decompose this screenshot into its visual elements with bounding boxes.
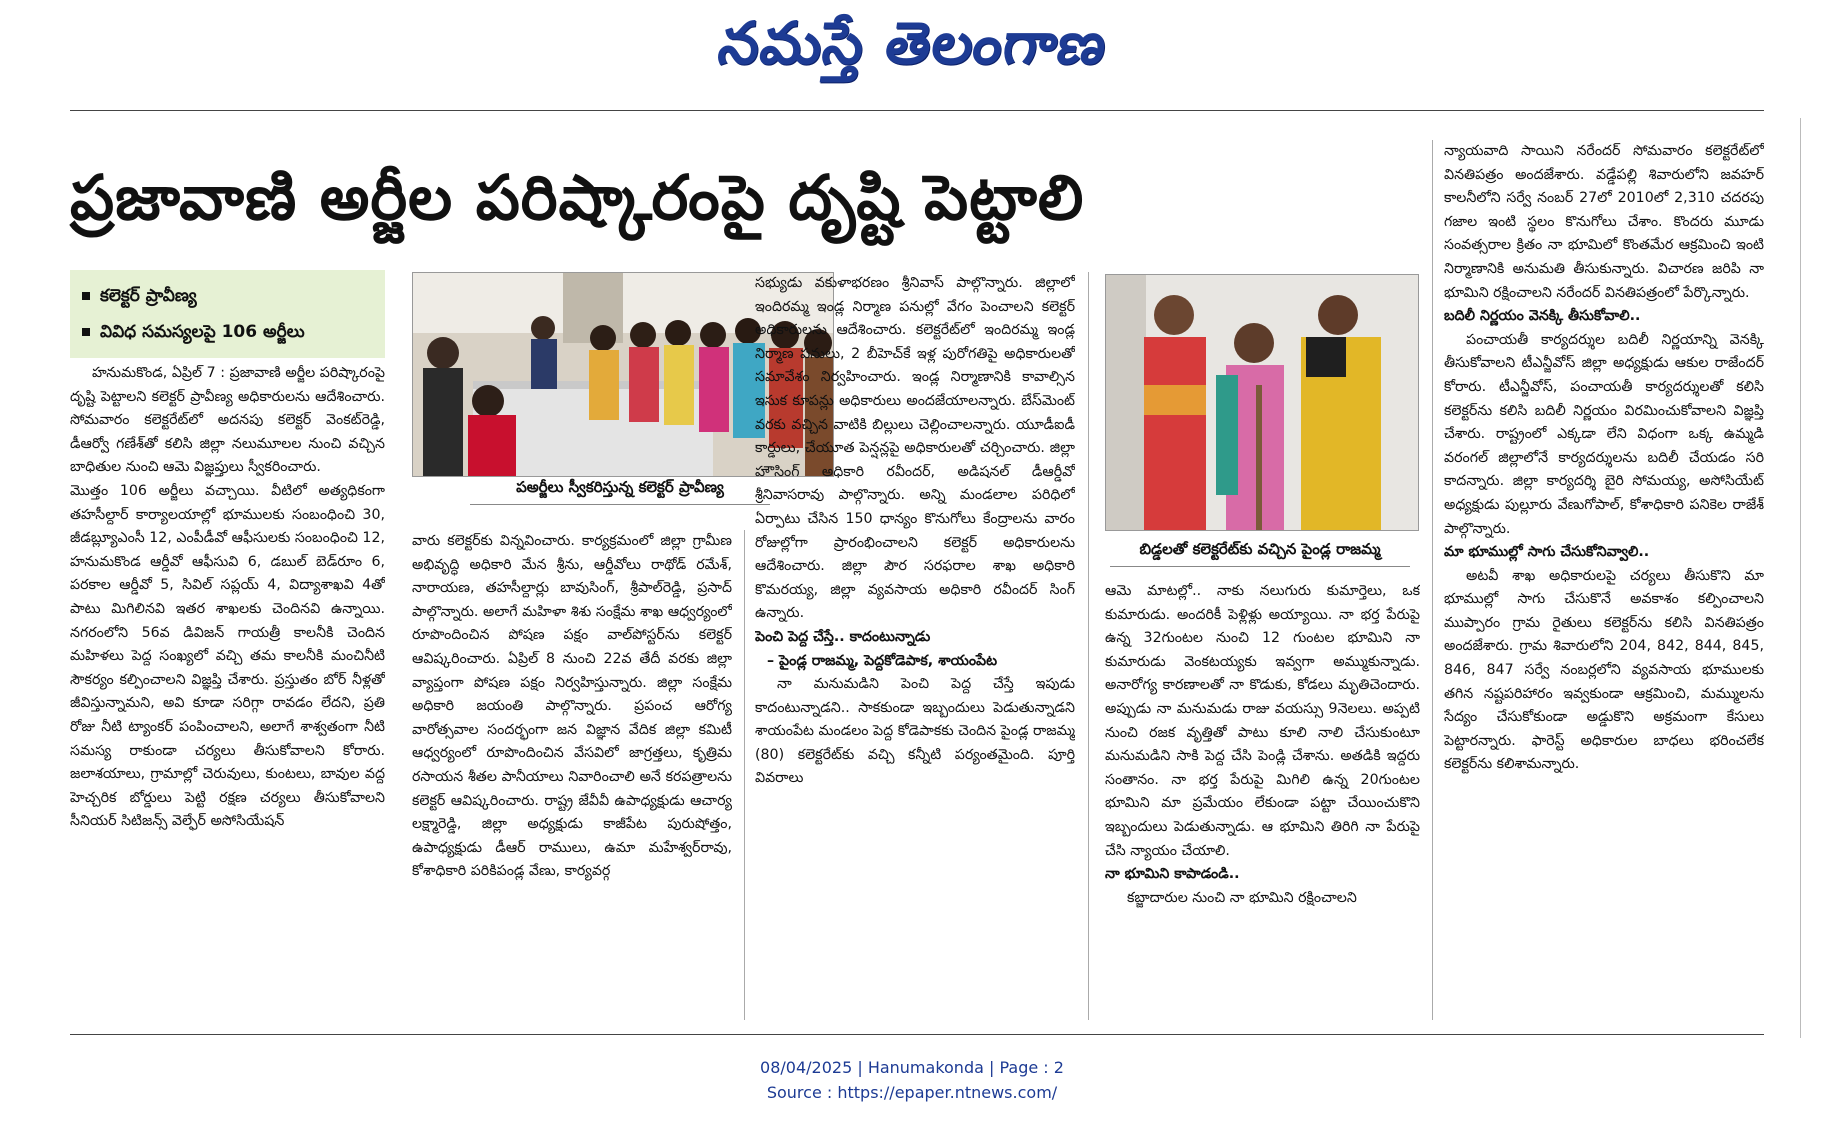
highlight-item bbox=[82, 314, 373, 350]
footer-divider bbox=[70, 1034, 1764, 1035]
paragraph: మొత్తం 106 అర్జీలు వచ్చాయి. వీటిలో అత్యధికంగా తహసీల్దార్ కార్యాలయాల్లో భూములకు సంబంధించి 30, జీడబ్ల్యూఎంసీ 12, ఎంపీడీవో ఆఫీసులకు సంబంధించి 12, హనుమకొండ ఆర్డీవో ఆఫీసువి 6, డబుల్ బెడ్‌రూం 6, పరకాల ఆర్డీవో 5, సివిల్ సప్లయ్ 4, విద్యాశాఖవి 4తో పాటు మిగిలినవి ఇతర శాఖలకు చెందినవి ఉన్నాయి. నగరంలోని 56వ డివిజన్ గాయత్రీ కాలనీకి చెందిన మహిళలు పెద్ద సంఖ్యలో వచ్చి తమ కాలనీకి మంచినీటి సౌకర్యం కల్పించాలని విజ్ఞప్తి చేశారు. ప్రస్తుతం బోర్ నీళ్లతో జీవిస్తున్నామని, అవి కూడా సరిగ్గా రావడం లేదని, ప్రతి రోజు నీటి ట్యాంకర్ పంపించాలని, అలాగే శాశ్వతంగా నీటి సమస్య రాకుండా చర్యలు తీసుకోవాలని కోరారు. జలాశయాలు, గ్రామాల్లో చెరువులు, కుంటలు, బావుల వద్ద హెచ్చరిక బోర్డులు పెట్టి రక్షణ చర్యలు తీసుకోవాలని సీనియర్ సిటిజన్స్ వెల్ఫేర్ అసోసియేషన్ bbox=[70, 482, 385, 830]
article-column-5 bbox=[1444, 140, 1764, 1027]
paragraph: పంచాయతీ కార్యదర్శుల బదిలీ నిర్ణయాన్ని వెనక్కి తీసుకోవాలని టీఎన్జీవోస్ జిల్లా అధ్యక్షుడు ఆకుల రాజేందర్ కోరారు. టీఎన్జీవోస్, పంచాయతీ కార్యదర్శులతో కలిసి కలెక్టర్‌ను కలిసి బదిలీ నిర్ణయం విరమించుకోవాలని విజ్ఞప్తి చేశారు. రాష్ట్రంలో ఎక్కడా లేని విధంగా ఒక్క ఉమ్మడి వరంగల్ జిల్లాలోనే కార్యదర్శులను బదిలీ చేయడం సరి కాదన్నారు. జిల్లా కార్యదర్శి బైరి సోమయ్య, అసోసియేట్ అధ్యక్షుడు పుల్లూరు వేణుగోపాల్, కోశాధికారి పనికెల రాజేశ్ పాల్గొన్నారు. bbox=[1444, 331, 1764, 537]
paragraph: సభ్యుడు వకుళాభరణం శ్రీనివాస్ పాల్గొన్నారు. జిల్లాలో ఇందిరమ్మ ఇండ్ల నిర్మాణ పనుల్లో వేగం పెంచాలని కలెక్టర్ అధికారులను ఆదేశించారు. కలెక్టరేట్‌లో ఇందిరమ్మ ఇండ్ల నిర్మాణ పనులు, 2 బీహెచ్‌కే ఇళ్ల పురోగతిపై అధికారులతో సమావేశం నిర్వహించారు. ఇండ్ల నిర్మాణానికి కావాల్సిన ఇసుక కూపన్లు అధికారులు అందజేయాలన్నారు. బేస్‌మెంట్ వరకు వచ్చిన వాటికి బిల్లులు చెల్లించాలన్నారు. యూడీఐడీ కార్డులు, చేయూత పెన్షన్లపై అధికారులతో చర్చించారు. జిల్లా హౌసింగ్ అధికారి రవీందర్, అడిషనల్ డీఆర్డీవో శ్రీనివాసరావు పాల్గొన్నారు. అన్ని మండలాల పరిధిలో ఏర్పాటు చేసిన 150 ధాన్యం కొనుగోలు కేంద్రాలను వారం రోజుల్లోగా ప్రారంభించాలని కలెక్టర్ అధికారులను ఆదేశించారు. జిల్లా పౌర సరఫరాల శాఖ అధికారి కొమరయ్య, జిల్లా వ్యవసాయ అధికారి రవీందర్ సింగ్ ఉన్నారు. bbox=[755, 275, 1075, 622]
photo-caption: బిడ్డలతో కలెక్టరేట్‌కు వచ్చిన పైండ్ల రాజమ్మ bbox=[1110, 540, 1410, 567]
paragraph: ఆమె మాటల్లో.. నాకు నలుగురు కుమార్తెలు, ఒక కుమారుడు. అందరికీ పెళ్లిళ్లు అయ్యాయి. నా భర్త పేరుపై ఉన్న 32గుంటల నుంచి 12 గుంటల భూమిని నా కుమారుడు వెంకటయ్యకు ఇవ్వగా అమ్ముకున్నాడు. అనారోగ్య కారణాలతో నా కొడుకు, కోడలు మృతిచెందారు. అప్పుడు నా మనుమడు రాజు వయస్సు 9నెలలు. అప్పటి నుంచి రజక వృత్తితో పాటు కూలి నాలి చేసుకుంటూ మనుమడిని సాకి పెద్ద చేసి పెండ్లి చేశాను. అతడికి ఇద్దరు సంతానం. నా భర్త పేరుపై మిగిలి ఉన్న 20గుంటల భూమిని మా ప్రమేయం లేకుండా పట్టా చేయించుకొని ఇబ్బందులు పెడుతున్నాడు. ఆ భూమిని తిరిగి నా పేరుపై చేసి న్యాయం చేయాలి. bbox=[1105, 583, 1420, 859]
article-column-4 bbox=[1105, 580, 1420, 1027]
subheading: బదిలీ నిర్ణయం వెనక్కి తీసుకోవాలి.. bbox=[1444, 308, 1641, 325]
paragraph: వారు కలెక్టర్‌కు విన్నవించారు. కార్యక్రమంలో జిల్లా గ్రామీణ అభివృద్ధి అధికారి మేన శ్రీను, ఆర్డీవోలు రాథోడ్ రమేశ్, నారాయణ, తహసీల్దార్లు బావుసింగ్, శ్రీపాల్‌రెడ్డి, ప్రసాద్ పాల్గొన్నారు. అలాగే మహిళా శిశు సంక్షేమ శాఖ ఆధ్వర్యంలో రూపొందించిన పోషణ పక్షం వాల్‌పోస్టర్‌ను కలెక్టర్ ఆవిష్కరించారు. ఏప్రిల్ 8 నుంచి 22వ తేదీ వరకు జిల్లా వ్యాప్తంగా పోషణ పక్షం నిర్వహిస్తున్నారు. జిల్లా సంక్షేమ అధికారి జయంతి పాల్గొన్నారు. ప్రపంచ ఆరోగ్య వారోత్సవాల సందర్భంగా జన విజ్ఞాన వేదిక జిల్లా కమిటీ ఆధ్వర్యంలో రూపొందించిన వేసవిలో జాగ్రత్తలు, కృత్రిమ రసాయన శీతల పానీయాలు నివారించాలి అనే కరపత్రాలను కలెక్టర్ ఆవిష్కరించారు. రాష్ట్ర జేవీవీ ఉపాధ్యక్షుడు ఆచార్య లక్ష్మారెడ్డి, జిల్లా అధ్యక్షుడు కాజీపేట పురుషోత్తం, ఉపాధ్యక్షుడు డీఆర్ రాములు, ఉమా మహేశ్వర్‌రావు, కోశాధికారి పరికిపండ్ల వేణు, కార్యవర్గ bbox=[412, 533, 732, 880]
bullet-icon bbox=[82, 292, 90, 300]
footer-source: Source : https://epaper.ntnews.com/ bbox=[766, 1083, 1058, 1102]
highlight-item bbox=[82, 278, 373, 314]
paragraph: నా మనుమడిని పెంచి పెద్ద చేస్తే ఇపుడు కాదంటున్నాడని.. సాకకుండా ఇబ్బందులు పెడుతున్నాడని శాయంపేట మండలం పెద్ద కోడెపాకకు చెందిన పైండ్ల రాజమ్మ (80) కలెక్టరేట్‌కు వచ్చి కన్నీటి పర్యంతమైంది. పూర్తి వివరాలు bbox=[755, 676, 1075, 787]
subheading: మా భూముల్లో సాగు చేసుకోనివ్వాలి.. bbox=[1444, 544, 1650, 561]
photo-caption: పఅర్జీలు స్వీకరిస్తున్న కలెక్టర్ ప్రావీణ్య bbox=[470, 478, 770, 505]
paragraph: న్యాయవాది సాయిని నరేందర్ సోమవారం కలెక్టరేట్‌లో వినతిపత్రం అందజేశారు. వడ్డేపల్లి శివారులోని జవహర్ కాలనీలోని సర్వే నంబర్ 27లో 2010లో 2,310 చదరపు గజాల ఇంటి స్థలం కొనుగోలు చేశాం. కొందరు మూడు సంవత్సరాల క్రితం నా భూమిలో కొంతమేర ఆక్రమించి ఇంటి నిర్మాణానికి అనుమతి తీసుకున్నారు. విచారణ జరిపి నా భూమిని రక్షించాలని నరేందర్ వినతిపత్రంలో పేర్కొన్నారు. bbox=[1444, 143, 1764, 301]
masthead bbox=[0, 0, 1824, 100]
highlight-text: కలెక్టర్ ప్రావీణ్య bbox=[100, 286, 197, 306]
paragraph: హనుమకొండ, ఏప్రిల్ 7 : ప్రజావాణి అర్జీల పరిష్కారంపై దృష్టి పెట్టాలని కలెక్టర్ ప్రావీణ్య అధికారులను ఆదేశించారు. సోమవారం కలెక్టరేట్‌లో అదనపు కలెక్టర్ వెంకట్‌రెడ్డి, డీఆర్వో గణేశ్‌తో కలిసి జిల్లా నలుమూలల నుంచి వచ్చిన బాధితుల నుంచి ఆమె విజ్ఞప్తులు స్వీకరించారు. bbox=[70, 365, 385, 476]
footer-dateline: 08/04/2025 | Hanumakonda | Page : 2 bbox=[760, 1058, 1064, 1077]
subheading: పెంచి పెద్ద చేస్తే.. కాదంటున్నాడు bbox=[755, 628, 931, 645]
headline: ప్రజావాణి అర్జీల పరిష్కారంపై దృష్టి పెట్టాలి bbox=[70, 161, 1085, 234]
right-edge-divider bbox=[1800, 118, 1801, 1038]
column-divider bbox=[744, 530, 745, 1020]
column-divider bbox=[1432, 140, 1433, 1020]
article-column-2 bbox=[412, 530, 732, 1027]
bullet-icon bbox=[82, 328, 90, 336]
byline: – పైండ్ల రాజమ్మ, పెద్దకోడెపాక, శాయంపేట bbox=[767, 652, 998, 669]
photo-rajamma-with-daughters bbox=[1105, 274, 1419, 531]
subheading: నా భూమిని కాపాడండి.. bbox=[1105, 866, 1240, 883]
article-column-1 bbox=[70, 362, 385, 1027]
article-column-3 bbox=[755, 272, 1075, 1027]
top-divider bbox=[70, 110, 1764, 111]
newspaper-name: నమస్తే తెలంగాణ bbox=[714, 8, 1112, 77]
paragraph: అటవీ శాఖ అధికారులపై చర్యలు తీసుకొని మా భూముల్లో సాగు చేసుకొనే అవకాశం కల్పించాలని ముప్పారం గ్రామ రైతులు కలెక్టర్‌ను కలిసి వినతిపత్రం అందజేశారు. గ్రామ శివారులోని 204, 842, 844, 845, 846, 847 సర్వే నంబర్లలోని వ్యవసాయ భూములకు తగిన నష్టపరిహారం ఇవ్వకుండా ఆక్రమించి, మమ్ములను సేద్యం చేసుకోకుండా అడ్డుకొని అక్రమంగా కేసులు పెట్టారన్నారు. ఫారెస్ట్ అధికారుల బాధలు భరించలేక కలెక్టర్‌ను కలిశామన్నారు. bbox=[1444, 567, 1764, 773]
paragraph: కబ్జాదారుల నుంచి నా భూమిని రక్షించాలని bbox=[1127, 889, 1357, 906]
highlight-box bbox=[70, 270, 385, 358]
highlight-text: వివిధ సమస్యలపై 106 అర్జీలు bbox=[100, 322, 305, 342]
column-divider bbox=[1088, 272, 1089, 1020]
